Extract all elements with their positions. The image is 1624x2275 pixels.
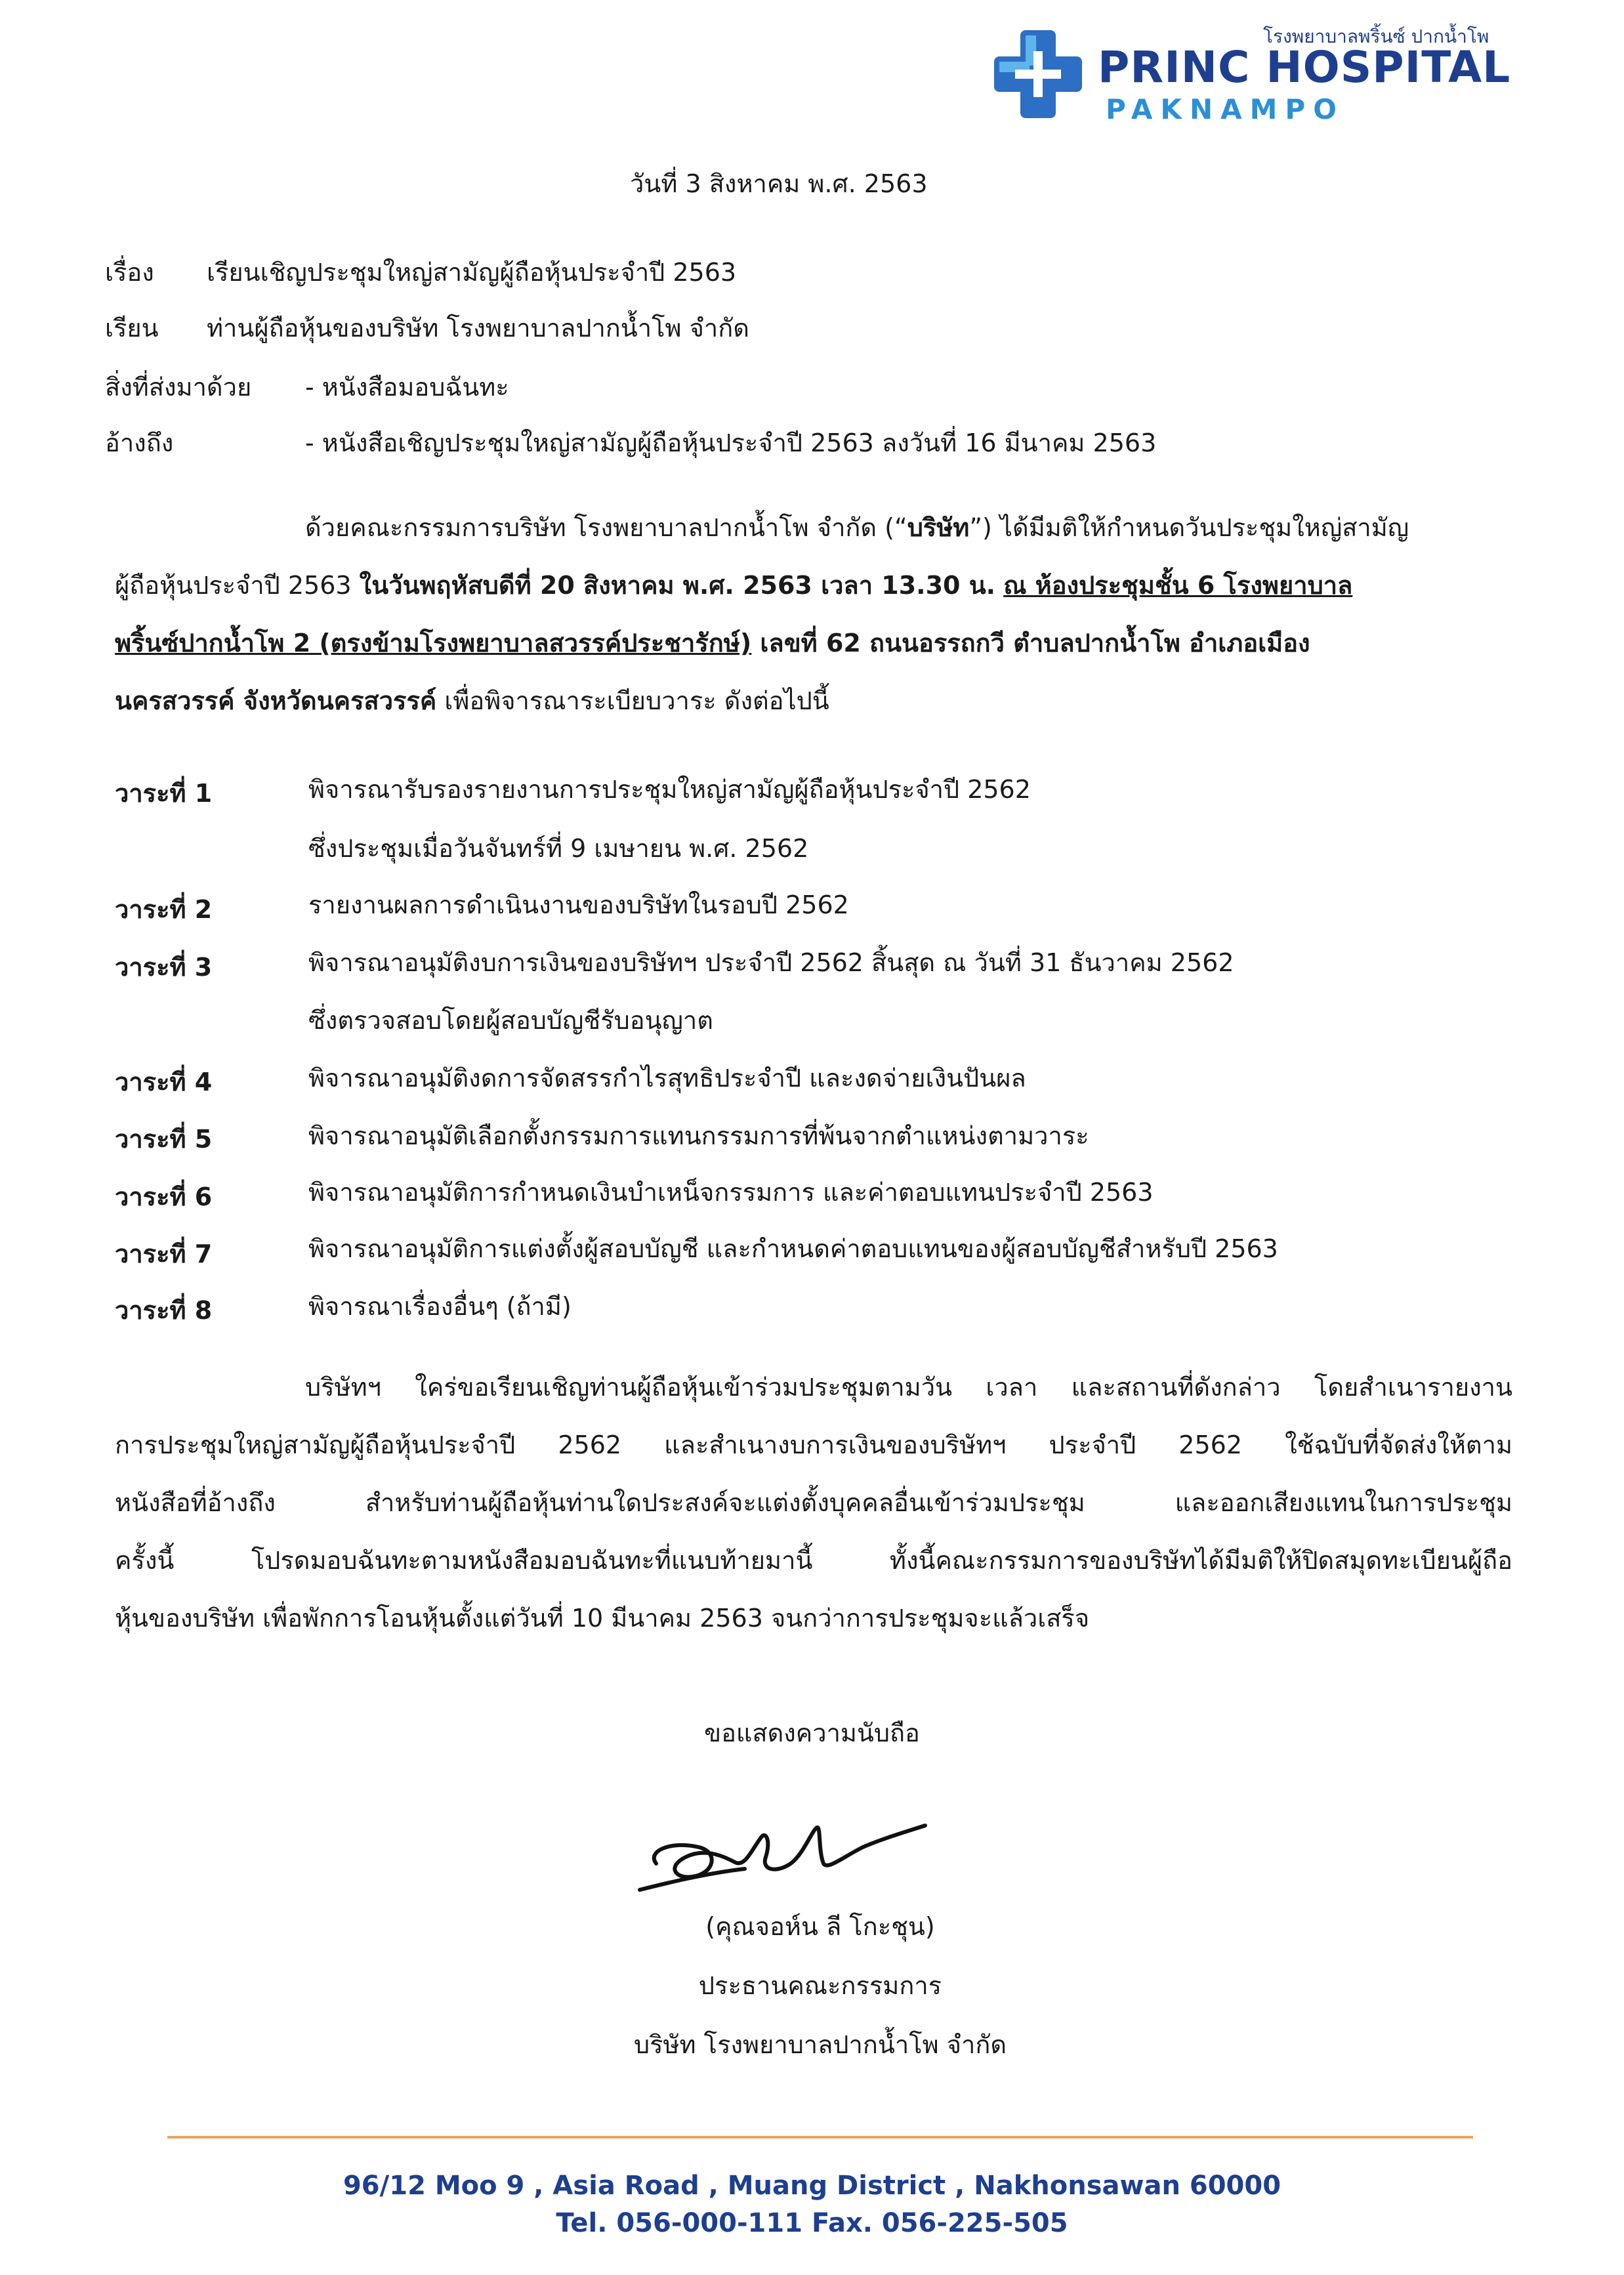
agenda-text: พิจารณารับรองรายงานการประชุมใหญ่สามัญผู้ถือหุ้นประจำปี 2562 xyxy=(308,775,1031,804)
agenda-text: พิจารณาอนุมัติเลือกตั้งกรรมการแทนกรรมการที่พ้นจากตำแหน่งตามวาระ xyxy=(308,1121,1089,1150)
company-short-name: บริษัท xyxy=(907,513,970,542)
agenda-label: วาระที่ 1 xyxy=(115,779,213,808)
intro-line xyxy=(115,556,1512,614)
signer-title: ประธานคณะกรรมการ xyxy=(698,1971,942,2000)
enclosure-value: - หนังสือมอบฉันทะ xyxy=(305,373,509,402)
reference-value: - หนังสือเชิญประชุมใหญ่สามัญผู้ถือหุ้นประจำปี 2563 ลงวันที่ 16 มีนาคม 2563 xyxy=(305,428,1157,457)
intro-line xyxy=(115,672,1512,730)
intro-text: ด้วยคณะกรรมการบริษัท โรงพยาบาลปากน้ำโพ จำกัด (“ xyxy=(305,513,907,542)
logo-name: PRINC HOSPITAL xyxy=(1098,42,1511,93)
subject-label: เรื่อง xyxy=(105,258,154,287)
body-line: บริษัทฯ ใคร่ขอเรียนเชิญท่านผู้ถือหุ้นเข้าร่วมประชุมตามวัน เวลา และสถานที่ดังกล่าว โดยสำเนารายงาน xyxy=(305,1373,1512,1402)
subject-value: เรียนเชิญประชุมใหญ่สามัญผู้ถือหุ้นประจำปี 2563 xyxy=(207,258,737,287)
intro-paragraph xyxy=(115,499,1512,730)
body-line: หุ้นของบริษัท เพื่อพักการโอนหุ้นตั้งแต่วันที่ 10 มีนาคม 2563 จนกว่าการประชุมจะแล้วเสร็จ xyxy=(115,1604,1090,1633)
agenda-label: วาระที่ 8 xyxy=(115,1296,213,1325)
agenda-text: พิจารณาอนุมัติการแต่งตั้งผู้สอบบัญชี และกำหนดค่าตอบแทนของผู้สอบบัญชีสำหรับปี 2563 xyxy=(308,1234,1278,1263)
meeting-datetime: ในวันพฤหัสบดีที่ 20 สิงหาคม พ.ศ. 2563 เวลา 13.30 น. xyxy=(359,571,996,600)
footer-address: 96/12 Moo 9 , Asia Road , Muang District , Nakhonsawan 60000 xyxy=(343,2171,1281,2201)
logo-subname: PAKNAMPO xyxy=(1106,93,1344,125)
agenda-text: พิจารณาเรื่องอื่นๆ (ถ้ามี) xyxy=(308,1292,572,1321)
signer-name: (คุณจอห์น ลี โกะชุน) xyxy=(705,1912,935,1941)
agenda-text: พิจารณาอนุมัติการกำหนดเงินบำเหน็จกรรมการ และค่าตอบแทนประจำปี 2563 xyxy=(308,1178,1154,1207)
agenda-text: พิจารณาอนุมัติงบการเงินของบริษัทฯ ประจำปี 2562 สิ้นสุด ณ วันที่ 31 ธันวาคม 2562 xyxy=(308,948,1234,977)
agenda-label: วาระที่ 3 xyxy=(115,953,213,982)
medical-cross-icon xyxy=(989,25,1087,123)
intro-text: ผู้ถือหุ้นประจำปี 2563 xyxy=(115,571,360,600)
recipient-label: เรียน xyxy=(105,314,159,343)
body-paragraph xyxy=(115,1358,1512,1647)
closing-salutation: ขอแสดงความนับถือ xyxy=(704,1719,920,1747)
agenda-label: วาระที่ 5 xyxy=(115,1125,213,1154)
intro-text: เพื่อพิจารณาระเบียบวาระ ดังต่อไปนี้ xyxy=(436,686,829,715)
meeting-address: เลขที่ 62 ถนนอรรถกวี ตำบลปากน้ำโพ อำเภอเมือง xyxy=(751,629,1310,657)
body-line: หนังสือที่อ้างถึง สำหรับท่านผู้ถือหุ้นท่านใดประสงค์จะแต่งตั้งบุคคลอื่นเข้าร่วมประชุม และออกเสียงแทนในการประชุม xyxy=(115,1488,1512,1517)
reference-label: อ้างถึง xyxy=(105,428,174,457)
footer-contact: Tel. 056-000-111 Fax. 056-225-505 xyxy=(556,2208,1068,2238)
agenda-text: รายงานผลการดำเนินงานของบริษัทในรอบปี 2562 xyxy=(308,890,849,919)
meeting-address: นครสวรรค์ จังหวัดนครสวรรค์ xyxy=(115,686,437,715)
agenda-label: วาระที่ 7 xyxy=(115,1240,213,1268)
intro-text: ”) ได้มีมติให้กำหนดวันประชุมใหญ่สามัญ xyxy=(969,513,1409,542)
meeting-venue: พริ้นซ์ปากน้ำโพ 2 (ตรงข้ามโรงพยาบาลสวรรค์ประชารักษ์) xyxy=(115,629,752,657)
agenda-label: วาระที่ 6 xyxy=(115,1182,213,1211)
enclosure-label: สิ่งที่ส่งมาด้วย xyxy=(105,373,252,402)
footer-divider xyxy=(167,2136,1473,2139)
agenda-text: ซึ่งประชุมเมื่อวันจันทร์ที่ 9 เมษายน พ.ศ. 2562 xyxy=(308,834,809,863)
body-line: ครั้งนี้ โปรดมอบฉันทะตามหนังสือมอบฉันทะที่แนบท้ายมานี้ ทั้งนี้คณะกรรมการของบริษัทได้มีมติให้ปิดสมุดทะเบียนผู้ถือ xyxy=(115,1546,1512,1575)
agenda-text: ซึ่งตรวจสอบโดยผู้สอบบัญชีรับอนุญาต xyxy=(308,1006,713,1035)
agenda-label: วาระที่ 4 xyxy=(115,1068,213,1096)
recipient-value: ท่านผู้ถือหุ้นของบริษัท โรงพยาบาลปากน้ำโพ จำกัด xyxy=(207,314,749,343)
signer-company: บริษัท โรงพยาบาลปากน้ำโพ จำกัด xyxy=(633,2030,1007,2059)
hospital-logo xyxy=(981,18,1572,130)
agenda-text: พิจารณาอนุมัติงดการจัดสรรกำไรสุทธิประจำปี และงดจ่ายเงินปันผล xyxy=(308,1064,1026,1093)
body-line: การประชุมใหญ่สามัญผู้ถือหุ้นประจำปี 2562 และสำเนางบการเงินของบริษัทฯ ประจำปี 2562 ใช้ฉบับที่จัดส่งให้ตาม xyxy=(115,1430,1512,1459)
letter-date: วันที่ 3 สิงหาคม พ.ศ. 2563 xyxy=(630,169,928,198)
intro-line xyxy=(115,614,1512,672)
meeting-venue: ณ ห้องประชุมชั้น 6 โรงพยาบาล xyxy=(1003,571,1353,600)
agenda-label: วาระที่ 2 xyxy=(115,895,213,924)
logo-thai-name: โรงพยาบาลพริ้นซ์ ปากน้ำโพ xyxy=(1263,26,1489,47)
intro-line xyxy=(115,499,1512,556)
signature-image xyxy=(627,1811,935,1910)
